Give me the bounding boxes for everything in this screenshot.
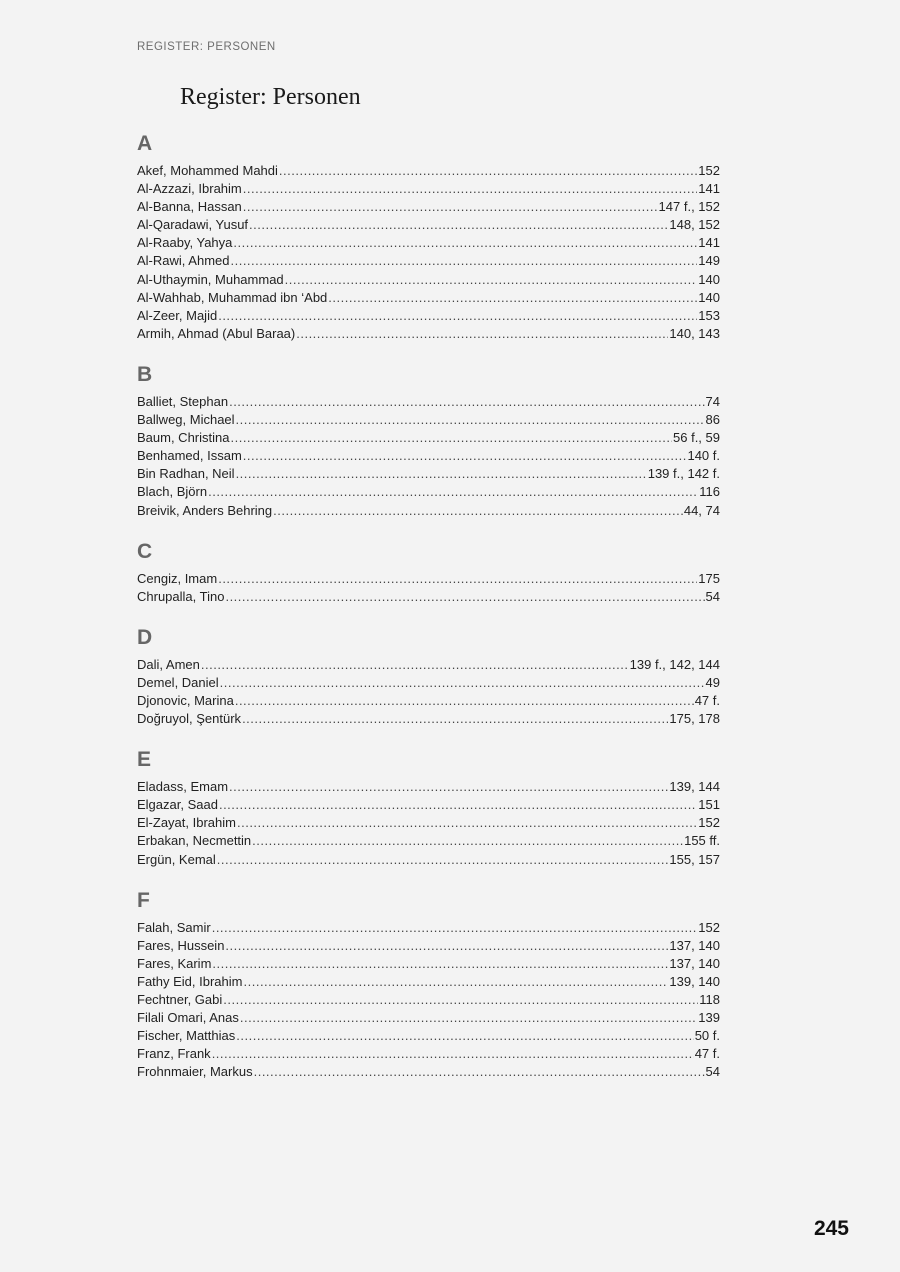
register-entry [137, 1009, 720, 1027]
dot-leader [225, 937, 668, 955]
dot-leader [220, 674, 705, 692]
entry-name: Fischer, Matthias [137, 1028, 236, 1044]
section-letter: B [137, 362, 153, 386]
entry-pages: 54 [705, 1064, 720, 1080]
dot-leader [252, 832, 683, 850]
register-entry [137, 483, 720, 501]
dot-leader [218, 307, 697, 325]
dot-leader [217, 851, 669, 869]
register-entry [137, 411, 720, 429]
entry-name: Elgazar, Saad [137, 797, 218, 813]
entry-name: Bin Radhan, Neil [137, 466, 235, 482]
register-entry [137, 1045, 720, 1063]
dot-leader [249, 216, 668, 234]
register-entry [137, 429, 720, 447]
entry-name: Fechtner, Gabi [137, 992, 223, 1007]
register-entry [137, 692, 720, 710]
register-entry [137, 502, 720, 520]
register-entry [137, 252, 720, 270]
entry-name: Fathy Eid, Ibrahim [137, 973, 243, 989]
dot-leader [243, 447, 687, 465]
entry-pages: 152 [698, 919, 720, 935]
entry-pages: 153 [698, 307, 720, 323]
entry-name: Franz, Frank [137, 1046, 211, 1062]
entry-pages: 152 [698, 815, 720, 831]
register-section-b [137, 359, 720, 520]
dot-leader [229, 393, 704, 411]
register-section-c [137, 536, 720, 606]
entry-pages: 141 [698, 181, 720, 197]
entry-pages: 54 [705, 588, 720, 604]
dot-leader [212, 919, 698, 937]
dot-leader [236, 1027, 693, 1045]
dot-leader [328, 289, 697, 307]
entry-name: Demel, Daniel [137, 674, 219, 690]
entry-pages: 175 [698, 570, 720, 586]
entry-name: Breivik, Anders Behring [137, 502, 273, 518]
entry-pages: 116 [699, 484, 720, 500]
register-entry [137, 393, 720, 411]
entry-name: Balliet, Stephan [137, 393, 229, 409]
entry-name: Ergün, Kemal [137, 851, 216, 867]
entry-name: Al-Uthaymin, Muhammad [137, 271, 284, 287]
entry-pages: 50 f. [694, 1028, 720, 1044]
entry-name: El-Zayat, Ibrahim [137, 815, 236, 831]
entry-name: Benhamed, Issam [137, 448, 242, 464]
dot-leader [229, 778, 668, 796]
person-register [137, 128, 720, 1081]
entry-pages: 86 [705, 412, 720, 428]
register-entry [137, 307, 720, 325]
dot-leader [273, 502, 683, 520]
dot-leader [212, 1045, 694, 1063]
entry-name: Dali, Amen [137, 656, 200, 672]
register-entry [137, 325, 720, 343]
entry-name: Doğruyol, Şentürk [137, 711, 242, 727]
entry-name: Al-Zeer, Majid [137, 307, 218, 323]
entry-pages: 56 f., 59 [673, 430, 720, 446]
entry-pages: 44, 74 [683, 502, 720, 518]
register-section-d [137, 622, 720, 728]
register-entry [137, 234, 720, 252]
dot-leader [296, 325, 668, 343]
entry-pages: 140 f. [687, 448, 720, 464]
entry-pages: 139, 144 [669, 779, 720, 795]
page-number: 245 [813, 1217, 849, 1240]
dot-leader [242, 710, 668, 728]
running-head: REGISTER: PERSONEN [137, 41, 276, 53]
dot-leader [244, 973, 669, 991]
dot-leader [243, 180, 698, 198]
dot-leader [212, 955, 668, 973]
entry-pages: 139 f., 142 f. [647, 466, 720, 482]
entry-pages: 152 [698, 163, 720, 178]
entry-name: Al-Raaby, Yahya [137, 235, 233, 251]
register-entry [137, 955, 720, 973]
entry-name: Eladass, Emam [137, 779, 229, 795]
dot-leader [201, 656, 629, 674]
dot-leader [219, 796, 697, 814]
register-entry [137, 778, 720, 796]
page-title: Register: Personen [180, 84, 361, 110]
dot-leader [225, 588, 704, 606]
entry-name: Armih, Ahmad (Abul Baraa) [137, 325, 296, 341]
section-letter: D [137, 625, 153, 649]
dot-leader [236, 411, 705, 429]
entry-pages: 49 [705, 674, 720, 690]
register-entry [137, 656, 720, 674]
entry-pages: 137, 140 [669, 955, 720, 971]
entry-name: Blach, Björn [137, 484, 208, 500]
entry-name: Al-Qaradawi, Yusuf [137, 217, 249, 233]
entry-pages: 74 [705, 393, 720, 409]
register-entry [137, 570, 720, 588]
dot-leader [208, 483, 698, 501]
entry-pages: 139, 140 [669, 973, 720, 989]
register-entry [137, 271, 720, 289]
dot-leader [223, 991, 698, 1009]
entry-pages: 47 f. [694, 1046, 720, 1062]
register-entry [137, 1027, 720, 1045]
dot-leader [218, 570, 697, 588]
register-entry [137, 289, 720, 307]
dot-leader [230, 252, 697, 270]
entry-name: Chrupalla, Tino [137, 588, 225, 604]
register-entry [137, 710, 720, 728]
dot-leader [230, 429, 672, 447]
entry-name: Falah, Samir [137, 919, 211, 935]
dot-leader [243, 198, 658, 216]
register-entry [137, 198, 720, 216]
entry-pages: 149 [698, 253, 720, 269]
entry-pages: 141 [698, 235, 720, 251]
entry-pages: 155, 157 [669, 851, 720, 867]
entry-pages: 118 [699, 992, 720, 1007]
register-entry [137, 216, 720, 234]
dot-leader [285, 271, 698, 289]
entry-pages: 139 f., 142, 144 [629, 656, 720, 672]
entry-pages: 140, 143 [669, 325, 720, 341]
dot-leader [279, 162, 697, 180]
register-entry [137, 796, 720, 814]
entry-name: Fares, Hussein [137, 937, 225, 953]
entry-pages: 137, 140 [669, 937, 720, 953]
entry-name: Fares, Karim [137, 955, 212, 971]
register-entry [137, 447, 720, 465]
register-section-a [137, 128, 720, 343]
register-entry [137, 1063, 720, 1081]
register-entry [137, 814, 720, 832]
entry-name: Filali Omari, Anas [137, 1010, 239, 1026]
register-entry [137, 674, 720, 692]
entry-pages: 147 f., 152 [658, 199, 720, 215]
entry-pages: 175, 178 [669, 711, 720, 727]
register-entry [137, 465, 720, 483]
register-section-e [137, 744, 720, 868]
dot-leader [237, 814, 697, 832]
entry-pages: 47 f. [694, 692, 720, 708]
register-entry [137, 832, 720, 850]
register-entry [137, 588, 720, 606]
section-letter: F [137, 888, 150, 912]
register-entry [137, 973, 720, 991]
entry-pages: 140 [698, 289, 720, 305]
dot-leader [254, 1063, 705, 1081]
section-letter: A [137, 132, 153, 155]
register-entry [137, 937, 720, 955]
entry-name: Al-Wahhab, Muhammad ibn ‘Abd [137, 289, 328, 305]
dot-leader [236, 465, 647, 483]
entry-name: Akef, Mohammed Mahdi [137, 163, 278, 178]
dot-leader [233, 234, 697, 252]
dot-leader [235, 692, 694, 710]
section-letter: C [137, 539, 153, 563]
register-entry [137, 851, 720, 869]
register-entry [137, 919, 720, 937]
entry-pages: 140 [698, 271, 720, 287]
entry-name: Al-Rawi, Ahmed [137, 253, 230, 269]
register-entry [137, 991, 720, 1009]
entry-name: Frohnmaier, Markus [137, 1064, 253, 1080]
entry-name: Ballweg, Michael [137, 412, 235, 428]
entry-name: Cengiz, Imam [137, 570, 218, 586]
entry-pages: 148, 152 [669, 217, 720, 233]
entry-name: Al-Banna, Hassan [137, 199, 242, 215]
entry-pages: 151 [698, 797, 720, 813]
entry-pages: 155 ff. [684, 833, 720, 849]
entry-name: Al-Azzazi, Ibrahim [137, 181, 242, 197]
dot-leader [240, 1009, 697, 1027]
entry-name: Djonovic, Marina [137, 692, 234, 708]
register-entry [137, 180, 720, 198]
section-letter: E [137, 748, 152, 772]
register-entry [137, 162, 720, 180]
entry-pages: 139 [698, 1010, 720, 1026]
entry-name: Baum, Christina [137, 430, 230, 446]
register-section-f [137, 885, 720, 1082]
entry-name: Erbakan, Necmettin [137, 833, 252, 849]
